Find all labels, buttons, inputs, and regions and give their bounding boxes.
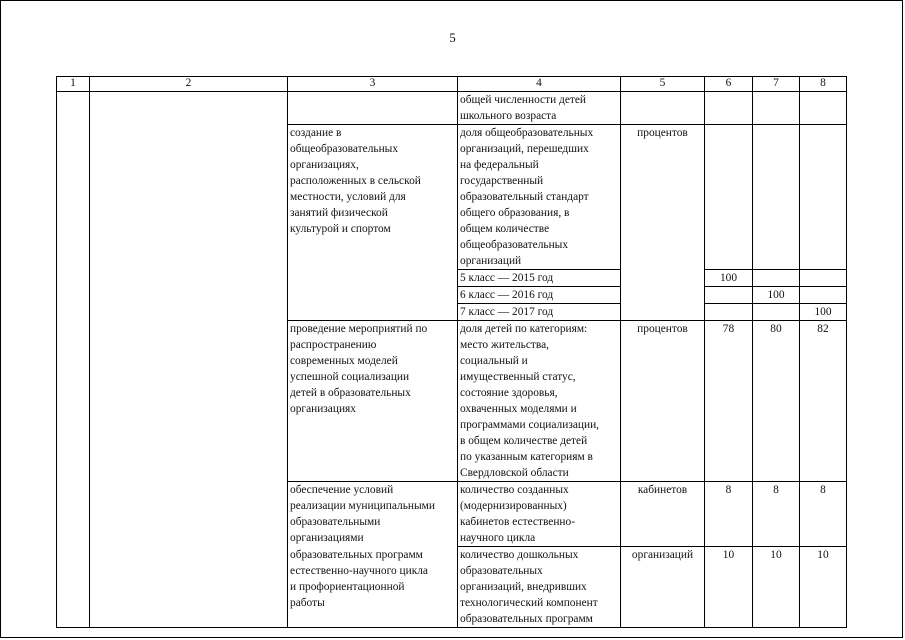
text-line: (модернизированных) [460,500,567,512]
text-line: организаций, внедривших [460,581,587,593]
cell-v6 [705,287,753,304]
cell-v7 [753,270,800,287]
text-line: общего образования, в [460,207,570,219]
cell-col1 [57,92,90,628]
text-line: количество дошкольных [460,549,579,561]
text-line: кабинетов естественно- [460,516,576,528]
table-row [57,92,847,125]
text-line: организаций, перешедших [460,143,589,155]
text-line: количество созданных [460,484,569,496]
cell-v7 [753,304,800,321]
text-line: государственный [460,175,544,187]
text-line: детей в образовательных [290,387,411,399]
text-line: создание в [290,127,342,139]
col-header-7: 7 [753,77,800,92]
page-number: 5 [449,30,456,45]
cell-indicator-sub: 5 класс — 2015 год [458,270,621,287]
cell-measure [288,92,458,125]
cell-v8 [800,270,847,287]
text-line: состояние здоровья, [460,387,558,399]
text-line: по указанным категориям в [460,451,593,463]
text-line: организациях, [290,159,359,171]
cell-measure [288,482,458,547]
text-line: научного цикла [460,532,536,544]
text-line: программами социализации, [460,419,600,431]
program-table [56,76,847,628]
text-line: технологический компонент [460,597,598,609]
text-line: место жительства, [460,339,550,351]
text-line: реализации муниципальными [290,500,435,512]
text-line: организаций [460,255,522,267]
cell-indicator [458,321,621,482]
col-header-5: 5 [621,77,705,92]
text-line: на федеральный [460,159,539,171]
cell-v7 [753,125,800,270]
text-line: охваченных моделями и [460,403,577,415]
cell-unit: кабинетов [621,482,705,547]
cell-v6: 78 [705,321,753,482]
cell-v6: 8 [705,482,753,547]
cell-indicator [458,92,621,125]
text-line: имущественный статус, [460,371,576,383]
text-line: школьного возраста [460,110,557,122]
text-line: доля детей по категориям: [460,323,588,335]
text-line: культурой и спортом [290,223,391,235]
col-header-8: 8 [800,77,847,92]
cell-unit: процентов [621,321,705,482]
cell-v8: 82 [800,321,847,482]
col-header-3: 3 [288,77,458,92]
cell-v7 [753,92,800,125]
cell-indicator [458,482,621,547]
cell-indicator-sub: 6 класс — 2016 год [458,287,621,304]
text-line: и профориентационной [290,580,405,593]
text-line: проведение мероприятий по [290,323,428,335]
text-line: общеобразовательных [460,239,569,251]
text-line: образовательных программ [290,548,423,561]
cell-v6 [705,92,753,125]
cell-measure [288,547,458,628]
text-line: расположенных в сельской [290,175,421,187]
cell-measure [288,321,458,482]
cell-v8: 10 [800,547,847,628]
cell-measure [288,125,458,321]
text-line: распространению [290,339,377,351]
col-header-4: 4 [458,77,621,92]
text-line: местности, условий для [290,191,406,203]
col-header-2: 2 [90,77,288,92]
text-line: образовательных [460,565,543,577]
text-line: современных моделей [290,355,398,367]
text-line: образовательный стандарт [460,191,589,203]
text-line: социальный и [460,355,528,367]
header-row [57,77,847,92]
cell-indicator [458,125,621,270]
cell-v8: 100 [800,304,847,321]
text-line: занятий физической [290,207,388,219]
cell-v7: 80 [753,321,800,482]
text-line: успешной социализации [290,371,410,383]
cell-col2 [90,92,288,628]
text-line: общей численности детей [460,94,587,106]
cell-v8: 8 [800,482,847,547]
cell-v7: 10 [753,547,800,628]
cell-indicator-sub: 7 класс — 2017 год [458,304,621,321]
col-header-1: 1 [57,77,90,92]
text-line: общеобразовательных [290,143,399,155]
cell-v6: 10 [705,547,753,628]
cell-v8 [800,287,847,304]
cell-v6: 100 [705,270,753,287]
cell-v6 [705,304,753,321]
cell-v7: 100 [753,287,800,304]
text-line: общем количестве [460,223,550,235]
cell-v7: 8 [753,482,800,547]
cell-unit: организаций [621,547,705,628]
cell-v8 [800,125,847,270]
text-line: работы [290,596,325,609]
text-line: доля общеобразовательных [460,127,594,139]
text-line: образовательными [290,516,381,528]
text-line: в общем количестве детей [460,435,588,447]
cell-unit [621,92,705,125]
cell-v6 [705,125,753,270]
text-line: организациями [290,532,364,544]
text-line: обеспечение условий [290,484,394,496]
cell-indicator [458,547,621,628]
text-line: образовательных программ [460,613,593,625]
cell-v8 [800,92,847,125]
text-line: Свердловской области [460,467,569,479]
text-line: организациях [290,403,356,415]
col-header-6: 6 [705,77,753,92]
text-line: естественно-научного цикла [290,564,428,577]
cell-unit: процентов [621,125,705,321]
